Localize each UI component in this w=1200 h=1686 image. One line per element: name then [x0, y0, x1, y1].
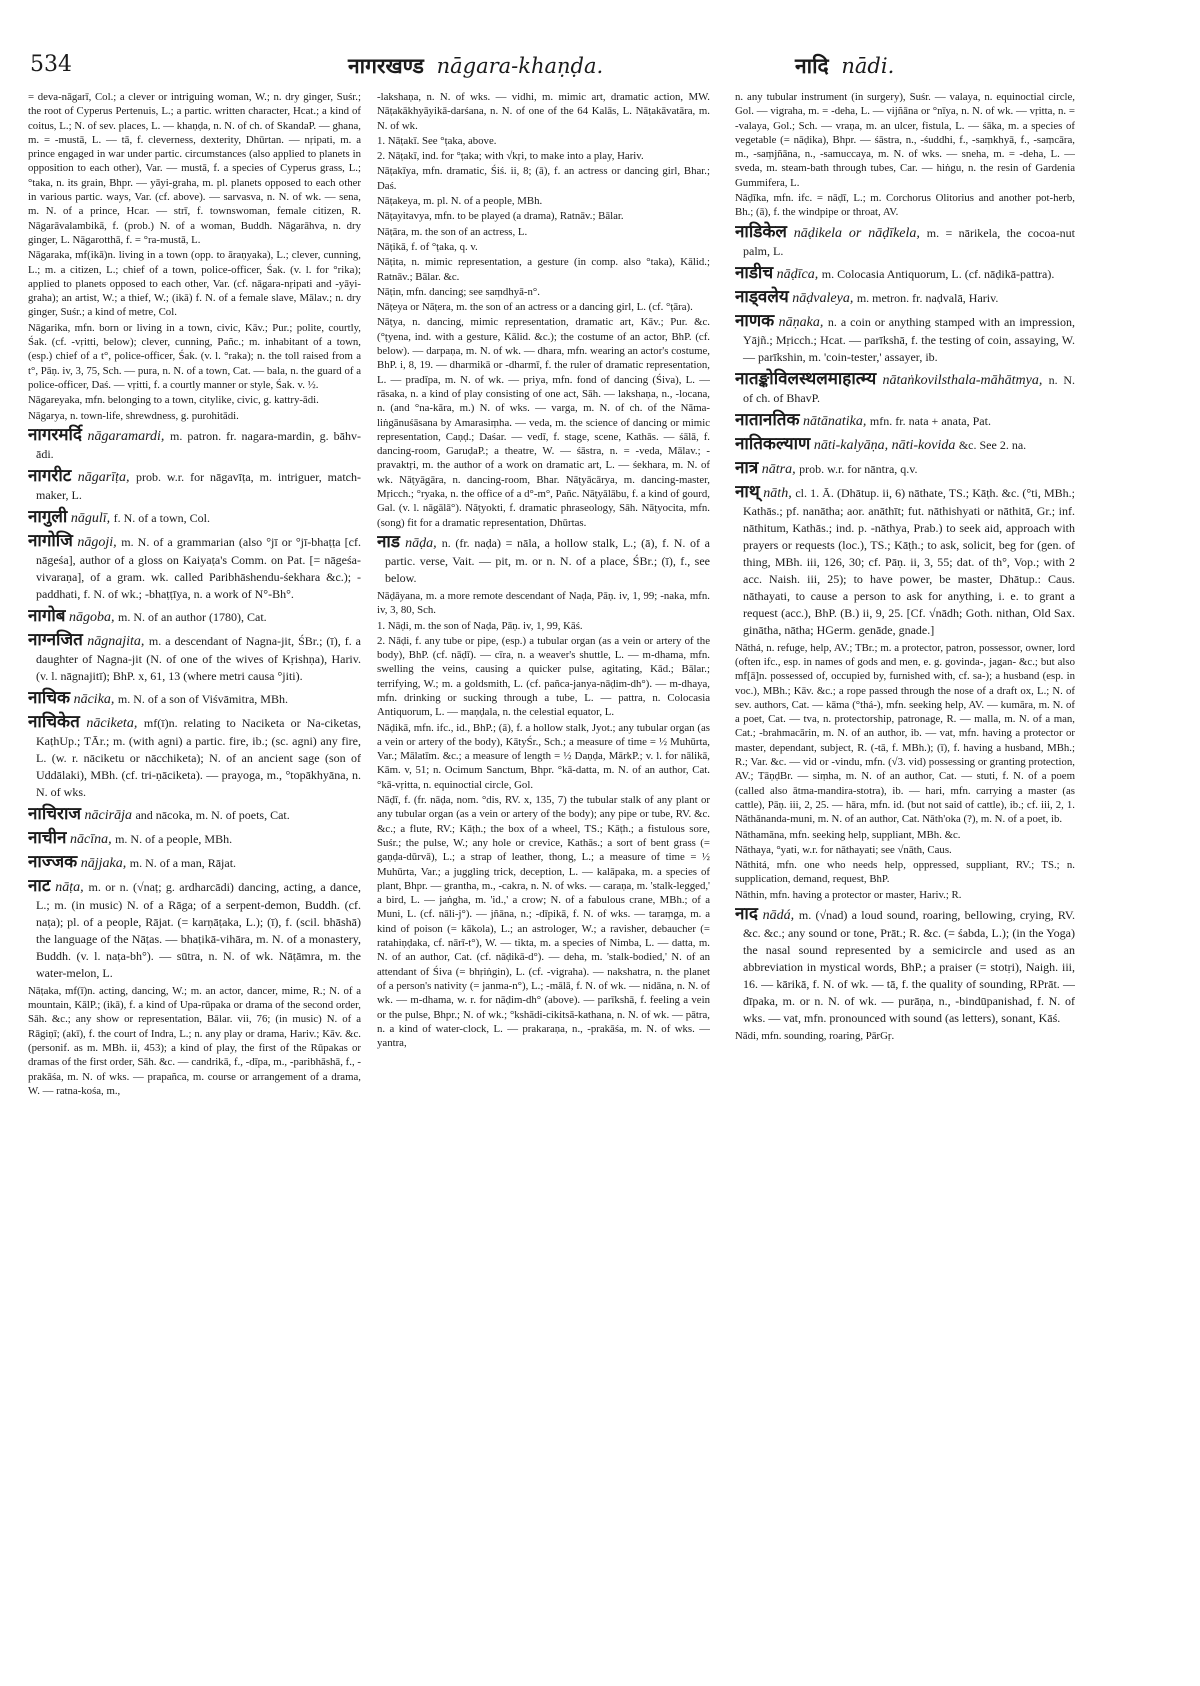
headword-entry	[735, 481, 1075, 639]
headword-translit: nāgarīṭa,	[71, 469, 136, 485]
headword-devanagari: नागरमर्दि	[28, 424, 82, 445]
entry-definition: m. (√nad) a loud sound, roaring, bellowing, crying, RV. &c. &c.; any sound or tone, Prāt.; R. &c. (= śabda, L.); (in the Yoga) the nasal sound represented by a semicircle and used as an abbreviation in mystical words, BhP.; a praiser (= stotṛi), Naigh. iii, 16. — kārikā, f. N. of wk. — tā, f. the quality of sounding, RPrāt. — dīpaka, m. or n. N. of wk. — purāṇa, n., -bindūpanishad, f. N. of wks. — vat, mfn. pronounced with sound (as letters), sonant, Kāś.	[743, 908, 1075, 1026]
entry-definition: m. or n. (√naṭ; g. ardharcādi) dancing, acting, a dance, L.; m. (in music) N. of a Rāga; of a serpent-demon, Buddh. (cf. naṭa); pl. of a people, Rājat. (= karṇāṭaka, L.); (ī), f. (scil. bhāshā) the language of the Nāṭas. — bhaṭikā-vihāra, m. N. of a monastery, Buddh. (v. l. naṭa-bh°). — sūtra, n. N. of wk. Nāṭāmra, m. the water-melon, L.	[36, 879, 361, 980]
headword-devanagari: नाचीन	[28, 827, 67, 848]
headword-translit: nātra,	[758, 461, 800, 477]
running-head-right-translit: nādi.	[841, 54, 895, 78]
sub-entry: Nāṭayitavya, mfn. to be played (a drama), Ratnāv.; Bālar.	[377, 210, 624, 223]
headword-translit: nāciketa,	[79, 715, 144, 731]
headword-devanagari: नाचिकेत	[28, 711, 80, 732]
sub-entry: Nāgarika, mfn. born or living in a town, civic, Kāv.; Pur.; polite, courtly, Śak. (cf. -vṛitti, below); clever, cunning, Pañc.; m. inhabitant of a town, (esp.) chief of a t°, police-officer, Śak. (v. l. °raka); n. the toll raised from a t°, Pāṇ. iv, 3, 75, Sch. — pura, n. N. of a town, Cat. — bala, n. the guard of a police-officer, Daś. — vṛitti, f. a courtly manner or style, Śak. v. ½.	[28, 321, 361, 391]
headword-entry	[28, 875, 361, 982]
entry-definition: mfn. fr. nata + anata, Pat.	[869, 413, 991, 428]
headword-translit: nācirāja	[81, 807, 136, 823]
sub-entry: Nāṭikā, f. of °ṭaka, q. v.	[377, 240, 478, 253]
headword-translit: nācīna,	[66, 831, 116, 847]
headword-devanagari: नाड्वलेय	[735, 286, 789, 307]
column-2	[377, 90, 710, 1610]
headword-entry	[28, 851, 361, 873]
sub-entry: Nāṭeya or Nāṭera, m. the son of an actress or a dancing girl, L. (cf. °ṭāra).	[377, 301, 693, 314]
sub-entry: Nāṭita, n. mimic representation, a gesture (in comp. also °taka), Kālid.; Ratnāv.; Bālar. &c.	[377, 256, 710, 283]
sub-entry: 1. Nāḍi, m. the son of Naḍa, Pāṇ. iv, 1, 99, Kāś.	[377, 619, 583, 632]
headword-entry	[735, 368, 1075, 407]
headword-entry	[28, 465, 361, 504]
headword-devanagari: नाचिराज	[28, 803, 82, 824]
headword-translit: nāḍīca,	[773, 266, 822, 282]
entry-definition: and nācoka, m. N. of poets, Cat.	[135, 807, 290, 822]
entry-definition: &c. See 2. na.	[958, 437, 1027, 452]
headword-translit: nāṭa,	[50, 879, 89, 895]
headword-translit: nāgoba,	[65, 609, 119, 625]
running-head-right	[795, 52, 894, 80]
headword-devanagari: नात्र	[735, 457, 759, 478]
headword-translit: nāgaramardi,	[81, 428, 170, 444]
headword-entry	[735, 433, 1075, 455]
entry-definition: n. N. of ch. of BhavP.	[743, 372, 1075, 405]
headword-translit: nāgulī,	[67, 510, 114, 526]
headword-devanagari: नागोजि	[28, 530, 73, 551]
sub-entry: 2. Nāṭakī, ind. for °ṭaka; with √kṛi, to make into a play, Hariv.	[377, 150, 644, 163]
sub-entry: Nāḍī, f. (fr. nāḍa, nom. °dis, RV. x, 135, 7) the tubular stalk of any plant or any tubular organ (as a vein or artery of the body); any pipe or tube, RV. &c. &c.; a flute, RV.; Kāṭh.; the box of a wheel, TS.; Kāṭh.; a fistulous sore, Suśr.; the pulse, W.; any hole or crevice, Kathās.; a sort of bent grass (= gaṇḍa-dūrvā), L.; a strap of leather, thong, L.; a measure of time = ½ Muhūrta, Var.; a juggling trick, deception, L. — kalāpaka, m. a species of plant, Bhpr. — grantha, m., -cakra, n. N. of wks. — caraṇa, m. 'stalk-legged,' a bird, L. — jaṅgha, m. 'id.,' a crow; N. of a fabulous crane, MBh.; of a Muni, L. (cf. nāli-j°). — jñāna, n.; -dīpikā, f. N. of wks. — taraṃga, m. a kind of poison (= kākola), L.; an astrologer, W.; a ravisher, debaucher (= ratahiṇḍaka, cf. nārī-t°), W. — tikta, m. a species of Nimba, L. — datta, m. N. of an author, Cat. (cf. nāḍikā-d°). — deha, m. 'stalk-bodied,' N. of an attendant of Śiva (= bhṛiṅgin), L. (cf. -vigraha). — nakshatra, n. the planet of a person's nativity (= janma-n°), L.; -mālā, f. N. of wk. — nidāna, n. N. of wk. — m-dhama, w. r. for nāḍim-dh° (above). — parīkshā, f. feeling a vein or the pulse, Bhpr.; N. of wk.; °kshādi-cikitsā-kathana, n. N. of wk. — pātra, n. a kind of water-clock, L. — prakaraṇa, n., -prakāśa, m. N. of wks. — yantra,	[377, 794, 710, 1050]
headword-entry	[28, 506, 361, 528]
headword-entry	[28, 687, 361, 709]
entry-definition: f. N. of a town, Col.	[113, 510, 210, 525]
running-head-left-translit: nāgara-khaṇḍa.	[436, 54, 604, 78]
sub-entry: Nāṭakīya, mfn. dramatic, Śiś. ii, 8; (ā), f. an actress or dancing girl, Bhar.; Daś.	[377, 165, 710, 192]
sub-entry: = deva-nāgarī, Col.; a clever or intriguing woman, W.; n. dry ginger, Suśr.; the root of Cyperus Pertenuis, L.; a partic. written character, Hcat.; a kind of coitus, L.; N. of sev. places, L. — khaṇḍa, n. N. of ch. of SkandaP. — ghana, m. = -mustā, L. — tā, f. cleverness, dexterity, Dhūrtan. — nṛipati, m. a prince engaged in war under partic. circumstances (also applied to planets in opposition to each other), Var. — mustā, f. a species of Cyperus grass, L.; °taka, n. its grain, Bhpr. — yāyi-graha, m. pl. planets opposed to each other in various partic. ways, Var. (cf. above). — sarvasva, n. N. of wk. — sena, m. N. of a prince, Hcar. — strī, f. townswoman, female citizen, R. Nāgarāvalambikā, f. (prob.) N. of a woman, Buddh. Nāgarāhva, n. dry ginger, L. Nāgarotthā, f. = °ra-mustā, L.	[28, 91, 361, 246]
sub-entry: Nāthaya, °yati, w.r. for nāthayati; see √nāth, Caus.	[735, 843, 952, 856]
running-head-left-devanagari: नागरखण्ड	[348, 54, 424, 78]
sub-entry: Nādi, mfn. sounding, roaring, PārGṛ.	[735, 1030, 895, 1043]
headword-entry	[28, 803, 361, 825]
headword-translit: nāth,	[759, 485, 796, 501]
sub-entry: Nāgaraka, mf(ikā)n. living in a town (opp. to āraṇyaka), L.; clever, cunning, L.; m. a citizen, L.; chief of a town, police-officer, Śak. (v. l. for °rika); applied to planets opposed to each other, Var. (cf. nāgara-nṛipati and -yāyi-graha); an artist, W.; a thief, W.; (ikā) f. N. of a female slave, Mālav.; n. dry ginger, Suśr.; a kind of metre, Col.	[28, 249, 361, 319]
headword-devanagari: नातिकल्याण	[735, 433, 811, 454]
sub-entry: Nāṭin, mfn. dancing; see saṃdhyā-n°.	[377, 285, 540, 298]
entry-definition: m. patron. fr. nagara-mardin, g. bāhv-ādi.	[36, 428, 361, 461]
headword-devanagari: नागरीट	[28, 465, 72, 486]
entry-definition: n. a coin or anything stamped with an impression, Yājñ.; Mṛicch.; Hcat. — parīkshā, f. the testing of coin, assaying, W. — parīkshin, m. 'coin-tester,' assayer, ib.	[743, 314, 1075, 364]
entry-definition: m. N. of a son of Viśvāmitra, MBh.	[117, 691, 288, 706]
headword-devanagari: नातङ्कोविलस्थलमाहात्म्य	[735, 368, 877, 389]
entry-definition: n. (fr. naḍa) = nāla, a hollow stalk, L.; (ā), f. N. of a partic. verse, Vait. — pit, m. or n. N. of a place, ŚBr.; (ī), f., see below.	[385, 535, 710, 585]
headword-translit: nādá,	[757, 908, 799, 924]
headword-devanagari: नागोब	[28, 605, 66, 626]
headword-entry	[735, 409, 1075, 431]
column-3	[735, 90, 1075, 1610]
column-1	[28, 90, 361, 1610]
sub-entry: 2. Nāḍi, f. any tube or pipe, (esp.) a tubular organ (as a vein or artery of the body), BhP. (cf. nāḍī). — cīra, n. a weaver's shuttle, L. — m-dhama, mfn. swelling the veins, causing a quicker pulse, agitating, Kād.; Bālar.; terrifying, W.; m. a goldsmith, L. (cf. pañca-janya-nāḍim-dh°). — m-dhaya, mfn. drinking or sucking through a tube, L. — pattra, n. Colocasia Antiquorum, L. — maṇḍala, n. the celestial equator, L.	[377, 634, 710, 719]
headword-devanagari: नाचिक	[28, 687, 71, 708]
headword-entry	[28, 629, 361, 685]
entry-definition: m. N. of a people, MBh.	[115, 831, 233, 846]
entry-definition: m. a descendant of Nagna-jit, ŚBr.; (ī), f. a daughter of Nagna-jit (N. of one of the wives of Kṛishṇa), Hariv. (v. l. nāgnajitī); BhP. x, 61, 13 (where metri causa °jiti).	[36, 633, 361, 683]
sub-entry: n. any tubular instrument (in surgery), Suśr. — valaya, n. equinoctial circle, Gol. — vigraha, m. = -deha, L. — vijñāna or °nīya, n. N. of wk. — vṛitta, n. = -valaya, Gol.; Sch. — vraṇa, m. an ulcer, fistula, L. — śāka, m. a species of vegetable (= nāḍika), Bhpr. — śāstra, n., -śuddhi, f., -saṃkhyā, f., -saṃcāra, m., -saṃjñāna, n., -samuccaya, m. N. of wks. — sneha, m. = -deha, L. — sveda, m. steam-bath through tubes, Car. — hiṅgu, n. the resin of Gardenia Gummifera, L.	[735, 91, 1075, 189]
headword-translit: nājjaka,	[77, 855, 130, 871]
headword-entry	[735, 286, 1075, 308]
headword-translit: nācika,	[70, 691, 118, 707]
sub-entry: Nāṭaka, mf(ī)n. acting, dancing, W.; m. an actor, dancer, mime, R.; N. of a mountain, KālP.; (ikā), f. a kind of Upa-rūpaka or drama of the second order, Sāh. &c.; any show or representation, Bālar. vii, 76; (in music) N. of a Rāgiṇī; (akī), f. the court of Indra, L.; n. any play or drama, Hariv.; Kāv. &c. (personif. as m. MBh. ii, 453); a kind of play, the first of the Rūpakas or dramas of the first order, Sāh. &c. — candrikā, f., -dīpa, m., -paribhāshā, f., -prakāśa, m. N. of wks. — prapañca, m. course or arrangement of a drama, W. — ratna-kośa, m.,	[28, 984, 361, 1097]
headword-devanagari: नाडीच	[735, 262, 774, 283]
headword-translit: nāgnajita,	[82, 633, 149, 649]
page-number: 534	[30, 52, 72, 77]
headword-devanagari: नाडिकेल	[735, 221, 787, 242]
sub-entry: Nāthitá, mfn. one who needs help, oppressed, suppliant, RV.; TS.; n. supplication, demand, request, BhP.	[735, 859, 1075, 886]
sub-entry: Nāḍīka, mfn. ifc. = nāḍī, L.; m. Corchorus Olitorius and another pot-herb, Bh.; (ā), f. the windpipe or throat, AV.	[735, 192, 1075, 219]
headword-entry	[377, 531, 710, 587]
sub-entry: Nāthin, mfn. having a protector or master, Hariv.; R.	[735, 888, 962, 901]
headword-entry	[735, 457, 1075, 479]
entry-definition: m. Colocasia Antiquorum, L. (cf. nāḍikā-pattra).	[821, 266, 1055, 281]
headword-entry	[735, 262, 1075, 284]
entry-definition: m. N. of a man, Rājat.	[129, 855, 237, 870]
headword-devanagari: नाणक	[735, 310, 775, 331]
headword-devanagari: नाथ्	[735, 481, 760, 502]
entry-definition: m. = nārikela, the cocoa-nut palm, L.	[743, 225, 1075, 258]
headword-devanagari: नाद	[735, 904, 758, 925]
headword-translit: nāṇaka,	[774, 314, 828, 330]
sub-entry: Nāḍikā, mfn. ifc., id., BhP.; (ā), f. a hollow stalk, Jyot.; any tubular organ (as a vein or artery of the body), KātyŚr., Sch.; a measure of time = ½ Muhūrta, Var.; Mālatīm. &c.; a measure of length = ½ Daṇḍa, MārkP.; v. l. for nālikā, Kām. v, 51; n. Ocimum Sanctum, Bhpr. °kā-datta, m. N. of an author, Cat. °kā-vṛitta, n. equinoctial circle, Gol.	[377, 721, 710, 791]
headword-translit: nāḍikela or nāḍīkela,	[786, 225, 927, 241]
sub-entry: Nāṭakeya, m. pl. N. of a people, MBh.	[377, 195, 543, 208]
headword-entry	[28, 530, 361, 603]
entry-definition: m. N. of an author (1780), Cat.	[118, 609, 267, 624]
sub-entry: Nāgareyaka, mfn. belonging to a town, citylike, civic, g. kattry-ādi.	[28, 394, 319, 407]
running-head-right-devanagari: नादि	[795, 54, 829, 78]
headword-devanagari: नातानतिक	[735, 409, 800, 430]
entry-definition: m. metron. fr. naḍvalā, Hariv.	[856, 290, 999, 305]
page-header	[30, 52, 1170, 86]
running-head-left	[348, 52, 603, 80]
headword-devanagari: नाड	[377, 531, 400, 552]
headword-devanagari: नाज्जक	[28, 851, 78, 872]
headword-translit: nātaṅkovilsthala-māhātmya,	[876, 372, 1049, 388]
entry-definition: m. N. of a grammarian (also °jī or °jī-bhaṭṭa [cf. nāgeśa], author of a gloss on Kaiyaṭa's Comm. on Pat. [= nāgeśa-vivaraṇa], of a gram. wk. called Paribhāshendu-śekhara &c.); -paddhati, f. N. of wk.; -bhaṭṭīya, n. a work of N°-Bh°.	[36, 534, 361, 601]
headword-entry	[28, 605, 361, 627]
sub-entry: 1. Nāṭakī. See °ṭaka, above.	[377, 134, 497, 147]
headword-devanagari: नाट	[28, 875, 51, 896]
sub-entry: Nāthamāna, mfn. seeking help, suppliant, MBh. &c.	[735, 828, 961, 841]
headword-translit: nātānatika,	[799, 413, 870, 429]
headword-translit: nāgoji,	[72, 534, 122, 550]
headword-entry	[735, 903, 1075, 1027]
entry-definition: mf(ī)n. relating to Naciketa or Na-ciketas, KaṭhUp.; TĀr.; m. (with agni) a partic. fire, ib.; (sc. agni) any fire, L. (w. r. nāciketu or nācchiketa); N. of an ancient sage (son of Uddālaki), MBh. (cf. tri-ṇāciketa). — prayoga, m., °topākhyāna, n. N. of wks.	[36, 715, 361, 799]
sub-entry: Nāṭya, n. dancing, mimic representation, dramatic art, Kāv.; Pur. &c. (°ṭyena, ind. with a gesture, Kālid. &c.); the costume of an actor, BhP. (cf. below). — darpaṇa, m. N. of wk. — dhara, mfn. wearing an actor's costume, BhP. i, 8, 19. — dharmikā or -dharmī, f. the ruler of dramatic representation, L. — pradīpa, m. N. of wk. — priya, mfn. fond of dancing (Śiva), L. — rāsaka, n. a kind of play consisting of one act, Sāh. — lakshaṇa, n., -locana, n. (and °na-kāra, m.) N. of wks. — varga, m. N. of ch. of the Nāma-liṅgānuśāsana by Amarasiṃha. — veda, m. the science of dancing or mimic representation, Caṇḍ.; Daśar. — vedī, f. stage, scene, Kathās. — śālā, f. dancing-room, GaruḍaP.; a theatre, W. — śāstra, n. = -veda, Mālav.; -pravaktṛi, m. the author of a work on dramatic art, L. — śekhara, m. N. of wk. Nāṭyāgāra, n. dancing-room, Bhar. Nāṭyācārya, m. dancing-master, Mṛicch.; °ryaka, n. the office of a d°-m°, Pañc. Nāṭyālābu, f. a kind of gourd, Gal. (v. l. nāgālā°). Nāṭyokti, f. dramatic phraseology, Sāh. Nāṭyocita, mfn. (song) fit for a dramatic representation, Dhūrtas.	[377, 316, 710, 529]
headword-translit: nāḍvaleya,	[788, 290, 857, 306]
sub-entry: -lakshaṇa, n. N. of wks. — vidhi, m. mimic art, dramatic action, MW. Nāṭakākhyāyikā-darśana, n. N. of one of the 64 Kalās, L. Nāṭakāvatāra, m. N. of wk.	[377, 91, 710, 132]
sub-entry: Nāṭāra, m. the son of an actress, L.	[377, 225, 528, 238]
headword-entry	[28, 711, 361, 801]
sub-entry: Nāthá, n. refuge, help, AV.; TBr.; m. a protector, patron, possessor, owner, lord (often ifc., esp. in names of gods and men, e. g. govinda-, jagan- &c.; but also mf[ā]n. possessed of, occupied by, furnished with, cf. sa-); a husband (esp. in voc.), MBh.; Kāv. &c.; a rope passed through the nose of a draft ox, L.; N. of sev. authors, Cat. — kāma (°thá-), mfn. seeking help, AV. — kumāra, m. N. of a poet, Cat. — tva, n. protectorship, patronage, R. — malla, m. N. of a man, Cat.; -brahmacārin, m. N. of an author, ib. — vat, mfn. having a protector or master, dependant, subject, R. (-tā, f. MBh.); (ī), f. having a husband, MBh.; R.; Var. &c. — vid or -vindu, mfn. (√3. vid) possessing or granting protection, AV.; TāṇḍBr. — siṃha, m. N. of an author, Cat. — stuti, f. N. of a poem (called also ātma-mandira-stotra), ib. — hari, mfn. carrying a master (as cattle), Pāṇ. iii, 2, 25. — hāra, mfn. id. (but not said of cattle), ib.; cf. iii, 2, 1. Nāthānanda-muni, m. N. of an author, Cat. Nāth'oka (?), m. N. of a poet, ib.	[735, 641, 1075, 826]
entry-definition: prob. w.r. for nāgavīṭa, m. intriguer, match-maker, L.	[36, 469, 361, 502]
headword-translit: nāḍa,	[399, 535, 442, 551]
headword-devanagari: नागुली	[28, 506, 68, 527]
headword-entry	[735, 310, 1075, 366]
sub-entry: Nāgarya, n. town-life, shrewdness, g. purohitādi.	[28, 409, 239, 422]
sub-entry: Nāḍāyana, m. a more remote descendant of Naḍa, Pāṇ. iv, 1, 99; -naka, mfn. iv, 3, 80, Sch.	[377, 589, 710, 617]
headword-translit: nāti-kalyāṇa, nāti-kovida	[810, 437, 959, 453]
headword-devanagari: नाग्नजित	[28, 629, 83, 650]
headword-entry	[28, 424, 361, 463]
entry-definition: prob. w.r. for nāntra, q.v.	[799, 461, 918, 476]
headword-entry	[735, 221, 1075, 260]
entry-definition: cl. 1. Ā. (Dhātup. ii, 6) nāthate, TS.; Kāṭh. &c. (°ti, MBh.; Kathās.; pf. nanātha; aor. anāthīt; fut. nāthishyati or nāthitā, Gr.; inf. nāthitum, Kathās.; ind. p. -nāthya, Prab.) to seek aid, approach with prayers or requests (loc.), TS.; Kāṭh.; to ask, solicit, beg for (gen. of thing, MBh. iii, 126, 30; cf. Pāṇ. ii, 3, 55; dat. of th°, Vop.; with 2 acc. Naish. iii, 25); to have power, be master, Dhātup.: Caus. nāthayati, to cause a person to ask for anything, i. e. to grant a request (acc.), BhP. (B.) ii, 9, 25. [Cf. √nādh; Goth. nithan, Old Sax. ginātha, nātha; HGerm. genāde, gnade.]	[743, 485, 1075, 637]
headword-entry	[28, 827, 361, 849]
